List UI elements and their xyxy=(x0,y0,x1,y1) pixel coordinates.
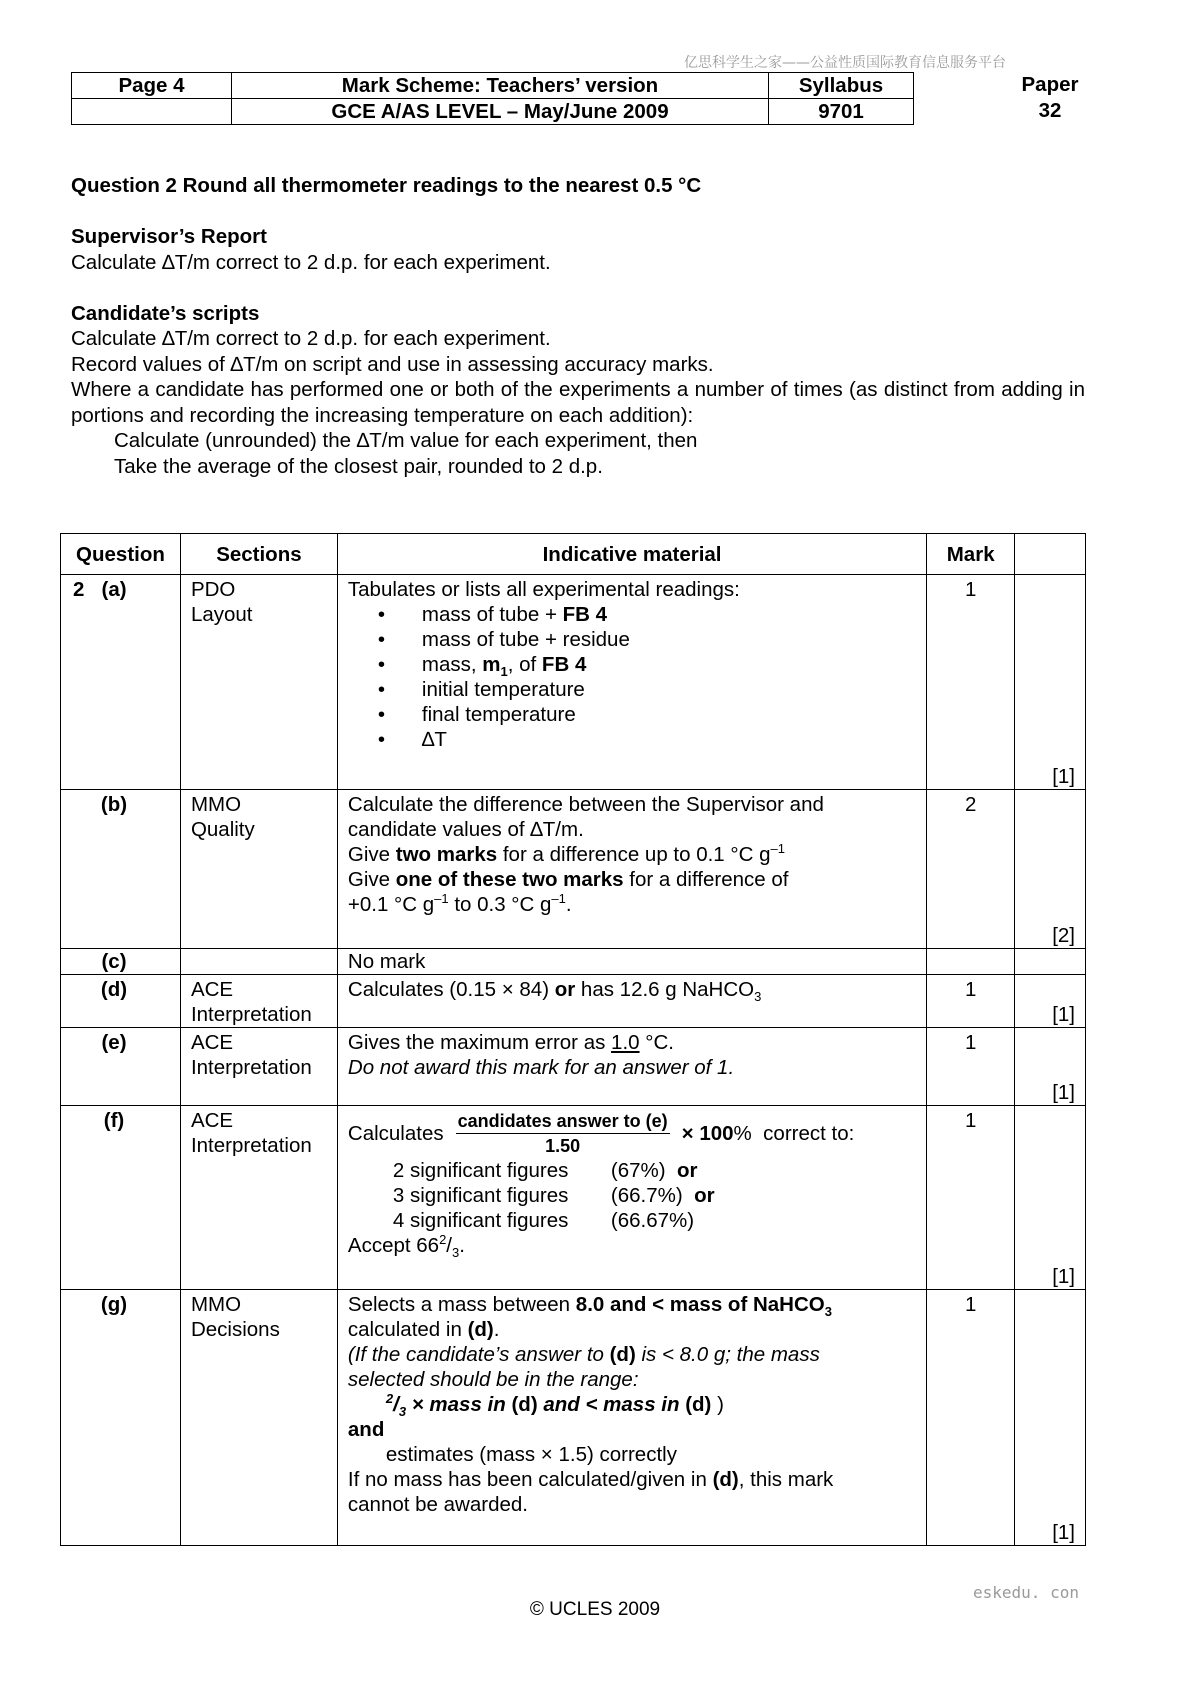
material-cell xyxy=(337,575,926,790)
question-part: (b) xyxy=(100,793,128,816)
mark-table xyxy=(60,533,1086,1546)
material-text: estimates (mass × 1.5) correctly xyxy=(385,1443,677,1466)
material-cell xyxy=(337,790,926,949)
section-cell xyxy=(180,1106,337,1290)
candidate-line-3: Where a candidate has performed one or both of the experiments a number of times (as distinct from adding in portions and recording the increasing temperature on each addition): xyxy=(71,378,1085,427)
material-text: Calculate the difference between the Supervisor and xyxy=(347,793,824,816)
material-text: and xyxy=(347,1418,385,1441)
section-skill: MMO xyxy=(190,793,242,816)
material-text: +0.1 °C $g^{-1}$ to 0.3 °C $g^{-1}$. xyxy=(347,891,572,916)
section-cell xyxy=(180,975,337,1028)
mark-total: [2] xyxy=(1015,790,1086,949)
paper-label: Paper xyxy=(1021,73,1079,96)
section-cell xyxy=(180,1028,337,1106)
question-number: 2 xyxy=(73,578,85,601)
header-mark: Mark xyxy=(927,534,1015,575)
question-cell xyxy=(61,1290,181,1546)
question-part: (g) xyxy=(100,1293,128,1316)
intro-section xyxy=(71,173,1085,479)
section-name: Decisions xyxy=(190,1318,280,1341)
page-number: Page 4 xyxy=(72,73,232,99)
fraction: $\frac{\text{candidates answer to (e)}}{1.50}$ xyxy=(457,1110,668,1156)
question-part: (c) xyxy=(101,950,127,973)
section-cell xyxy=(180,1290,337,1546)
candidate-heading: Candidate’s scripts xyxy=(71,301,260,325)
material-cell xyxy=(337,1106,926,1290)
section-name: Interpretation xyxy=(190,1003,312,1026)
mark-total: [1] xyxy=(1015,1106,1086,1290)
section-skill: MMO xyxy=(190,1293,242,1316)
question-cell xyxy=(61,575,181,790)
readings-list xyxy=(378,602,916,752)
percentage-formula: Calculates $\frac{\text{candidates answer to (e)}}{1.50}$ × 100 % correct to: xyxy=(347,1110,855,1156)
mark-scheme-title: Mark Scheme: Teachers’ version xyxy=(232,73,769,99)
table-row xyxy=(61,975,1086,1028)
paper-value: 32 xyxy=(1038,99,1062,122)
header-sections: Sections xyxy=(180,534,337,575)
list-item: • mass of tube + FB 4 xyxy=(378,602,916,627)
supervisor-text: Calculate ∆T/m correct to 2 d.p. for each experiment. xyxy=(71,250,551,274)
candidate-line-1: Calculate ∆T/m correct to 2 d.p. for each experiment. xyxy=(71,327,551,350)
material-text: Give two marks for a difference up to 0.1 °C $g^{-1}$ xyxy=(347,841,785,866)
section-name: Quality xyxy=(190,818,255,841)
section-cell xyxy=(180,949,337,975)
watermark-top: 亿思科学生之家——公益性质国际教育信息服务平台 xyxy=(684,55,1006,71)
mark-value: 1 xyxy=(927,1290,1015,1546)
material-cell xyxy=(337,1290,926,1546)
table-row xyxy=(61,575,1086,790)
mark-value: 1 xyxy=(927,1106,1015,1290)
material-text: candidate values of ∆T/m. xyxy=(347,818,584,841)
exam-title: GCE A/AS LEVEL – May/June 2009 xyxy=(232,99,769,125)
material-cell xyxy=(337,1028,926,1106)
question-heading: Question 2 Round all thermometer readings to the nearest 0.5 °C xyxy=(71,174,702,197)
question-part: (f) xyxy=(103,1109,125,1132)
section-cell xyxy=(180,575,337,790)
material-text: selected should be in the range: xyxy=(347,1368,639,1391)
list-item: • mass, $m_1$, of FB 4 xyxy=(378,652,916,677)
material-text: If no mass has been calculated/given in (d), this mark xyxy=(347,1468,834,1491)
material-text: Selects a mass between 8.0 and < mass of NaHCO$_3$ xyxy=(347,1293,832,1320)
header-question: Question xyxy=(61,534,181,575)
list-item: 2 significant figures (67%) or xyxy=(392,1159,698,1182)
mark-total: [1] xyxy=(1015,575,1086,790)
syllabus-label: Syllabus xyxy=(769,73,914,99)
header-empty-cell xyxy=(72,99,232,125)
section-skill: PDO xyxy=(190,578,236,601)
paper-box xyxy=(975,72,1125,124)
section-cell xyxy=(180,790,337,949)
table-header-row xyxy=(61,534,1086,575)
candidate-line-4: Calculate (unrounded) the ∆T/m value for each experiment, then xyxy=(114,429,698,452)
section-skill: ACE xyxy=(190,978,234,1001)
header-material: Indicative material xyxy=(337,534,926,575)
question-part: (d) xyxy=(100,978,128,1001)
material-text: Tabulates or lists all experimental readings: xyxy=(347,578,740,601)
table-row xyxy=(61,949,1086,975)
question-cell xyxy=(61,975,181,1028)
question-cell xyxy=(61,949,181,975)
mark-total: [1] xyxy=(1015,975,1086,1028)
section-name: Interpretation xyxy=(190,1134,312,1157)
mark-value xyxy=(927,949,1015,975)
mark-total xyxy=(1015,949,1086,975)
candidate-line-2: Record values of ∆T/m on script and use in assessing accuracy marks. xyxy=(71,352,714,376)
question-cell xyxy=(61,790,181,949)
header-total xyxy=(1015,534,1086,575)
section-name: Layout xyxy=(190,603,253,626)
table-row xyxy=(61,1028,1086,1106)
mark-total: [1] xyxy=(1015,1028,1086,1106)
header-table xyxy=(71,72,914,125)
question-part: (e) xyxy=(101,1031,127,1054)
material-text: $^2/_3$ × mass in (d) and < mass in (d) ) xyxy=(385,1391,724,1420)
candidate-line-5: Take the average of the closest pair, rounded to 2 d.p. xyxy=(114,454,603,478)
mark-value: 1 xyxy=(927,575,1015,790)
list-item: 3 significant figures (66.7%) or xyxy=(392,1184,715,1207)
list-item: • final temperature xyxy=(378,702,916,727)
section-skill: ACE xyxy=(190,1109,234,1132)
material-text: Accept $66^2/_3$. xyxy=(347,1232,465,1261)
material-cell: Calculates (0.15 × 84) or has 12.6 g NaHCO$_3$ xyxy=(337,975,926,1028)
list-item: • ∆T xyxy=(378,727,916,752)
list-item: • mass of tube + residue xyxy=(378,627,916,652)
material-text: Gives the maximum error as 1.0 °C. xyxy=(347,1031,674,1054)
supervisor-heading: Supervisor’s Report xyxy=(71,225,267,248)
material-text: Give one of these two marks for a difference of xyxy=(347,868,789,891)
question-part: (a) xyxy=(101,578,127,601)
material-text: Do not award this mark for an answer of 1. xyxy=(347,1056,735,1079)
material-text: cannot be awarded. xyxy=(347,1493,528,1516)
material-text: No mark xyxy=(337,949,926,975)
table-row xyxy=(61,1106,1086,1290)
syllabus-value: 9701 xyxy=(769,99,914,125)
copyright-footer: © UCLES 2009 xyxy=(529,1599,661,1620)
table-row xyxy=(61,790,1086,949)
section-skill: ACE xyxy=(190,1031,234,1054)
section-name: Interpretation xyxy=(190,1056,312,1079)
question-cell xyxy=(61,1028,181,1106)
mark-value: 1 xyxy=(927,1028,1015,1106)
footer-watermark: eskedu. con xyxy=(973,1583,1079,1602)
material-text: (If the candidate’s answer to (d) is < 8.0 g; the mass xyxy=(347,1343,820,1366)
material-text: calculated in (d). xyxy=(347,1318,500,1341)
mark-value: 2 xyxy=(927,790,1015,949)
list-item: • initial temperature xyxy=(378,677,916,702)
mark-value: 1 xyxy=(927,975,1015,1028)
list-item: 4 significant figures (66.67%) xyxy=(392,1209,695,1232)
mark-total: [1] xyxy=(1015,1290,1086,1546)
table-row xyxy=(61,1290,1086,1546)
question-cell xyxy=(61,1106,181,1290)
